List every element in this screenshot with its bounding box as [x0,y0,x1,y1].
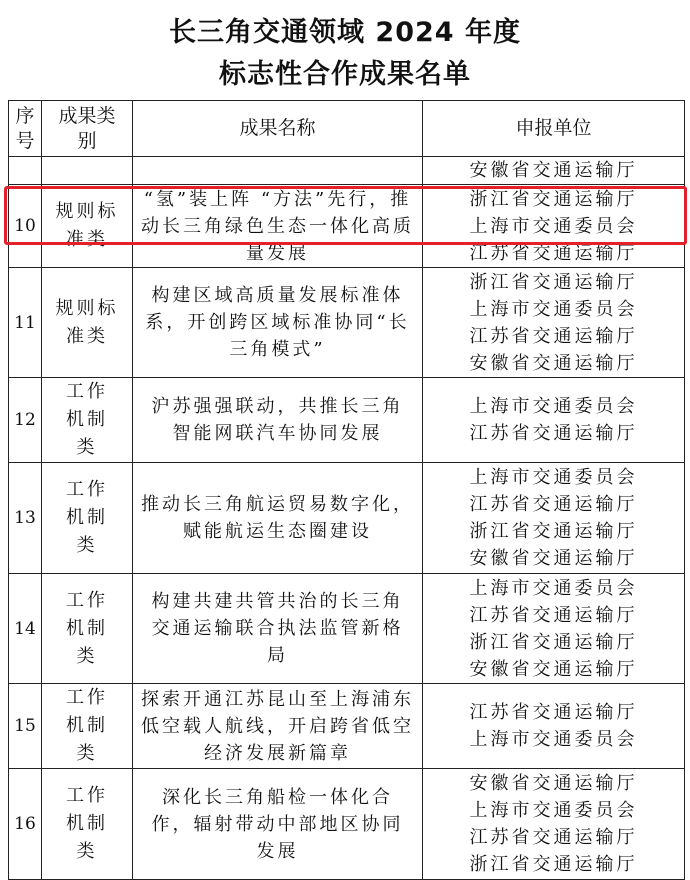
unit-item: 安徽省交通运输厅 [469,160,638,181]
unit-item: 江苏省交通运输厅 [469,702,638,723]
unit-item: 江苏省交通运输厅 [469,325,638,347]
table-row [9,185,685,268]
name-cell: 构建区域高质量发展标准体系，开创跨区域标准协同“长三角模式” [133,268,423,378]
unit-item: 安徽省交通运输厅 [469,658,638,680]
category-cell: 规则标准类 [42,268,133,378]
name-cell: 构建共建共管共治的长三角交通运输联合执法监管新格局 [133,574,423,684]
table-row-continued [9,157,685,185]
units-cell [423,463,685,574]
header-seq: 序号 [9,101,42,157]
unit-item: 江苏省交通运输厅 [469,604,638,626]
category-cell: 工作机制类 [42,378,133,463]
unit-item: 安徽省交通运输厅 [469,352,638,374]
units-cell [423,157,685,185]
name-cell: 沪苏强强联动，共推长三角智能网联汽车协同发展 [133,378,423,463]
unit-item: 江苏省交通运输厅 [469,242,638,264]
header-name: 成果名称 [133,101,423,157]
table-row [9,769,685,880]
unit-item: 浙江省交通运输厅 [469,188,638,210]
seq-cell: 15 [9,684,42,769]
header-category: 成果类别 [42,101,133,157]
unit-item: 安徽省交通运输厅 [469,773,638,794]
category-cell [42,157,133,185]
unit-item: 江苏省交通运输厅 [469,494,638,515]
unit-item: 浙江省交通运输厅 [469,271,638,293]
table-row [9,684,685,769]
seq-cell [9,157,42,185]
seq-cell: 11 [9,268,42,378]
unit-item: 江苏省交通运输厅 [469,827,638,848]
category-cell: 工作机制类 [42,574,133,684]
table-row [9,463,685,574]
unit-item: 上海市交通委员会 [469,729,638,750]
unit-item: 上海市交通委员会 [469,577,638,599]
seq-cell: 14 [9,574,42,684]
table-row [9,268,685,378]
units-cell [423,185,685,268]
seq-cell: 13 [9,463,42,574]
category-cell: 规则标准类 [42,185,133,268]
name-cell: 探索开通江苏昆山至上海浦东低空载人航线，开启跨省低空经济发展新篇章 [133,684,423,769]
unit-item: 上海市交通委员会 [469,467,638,488]
table-header-row [9,101,685,157]
document-title-line1: 长三角交通领域 2024 年度 [169,17,521,48]
seq-cell: 12 [9,378,42,463]
unit-item: 安徽省交通运输厅 [469,548,638,569]
category-cell: 工作机制类 [42,463,133,574]
units-cell [423,684,685,769]
results-table [8,100,685,880]
category-cell: 工作机制类 [42,684,133,769]
units-cell [423,268,685,378]
unit-item: 上海市交通委员会 [469,298,638,320]
unit-item: 浙江省交通运输厅 [469,854,638,875]
unit-item: 浙江省交通运输厅 [469,521,638,542]
seq-cell: 16 [9,769,42,880]
name-cell: 推动长三角航运贸易数字化，赋能航运生态圈建设 [133,463,423,574]
name-cell: 深化长三角船检一体化合作，辐射带动中部地区协同发展 [133,769,423,880]
unit-item: 江苏省交通运输厅 [469,423,638,444]
table-row [9,378,685,463]
unit-item: 浙江省交通运输厅 [469,631,638,653]
name-cell: “氢”装上阵 “方法”先行，推动长三角绿色生态一体化高质量发展 [133,185,423,268]
units-cell [423,378,685,463]
units-cell [423,574,685,684]
table-row [9,574,685,684]
category-cell: 工作机制类 [42,769,133,880]
header-units: 申报单位 [423,101,685,157]
name-cell [133,157,423,185]
unit-item: 上海市交通委员会 [469,215,638,237]
document-title-line2: 标志性合作成果名单 [219,59,471,90]
units-cell [423,769,685,880]
seq-cell: 10 [9,185,42,268]
unit-item: 上海市交通委员会 [469,396,638,417]
unit-item: 上海市交通委员会 [469,800,638,821]
table-body [9,157,685,880]
